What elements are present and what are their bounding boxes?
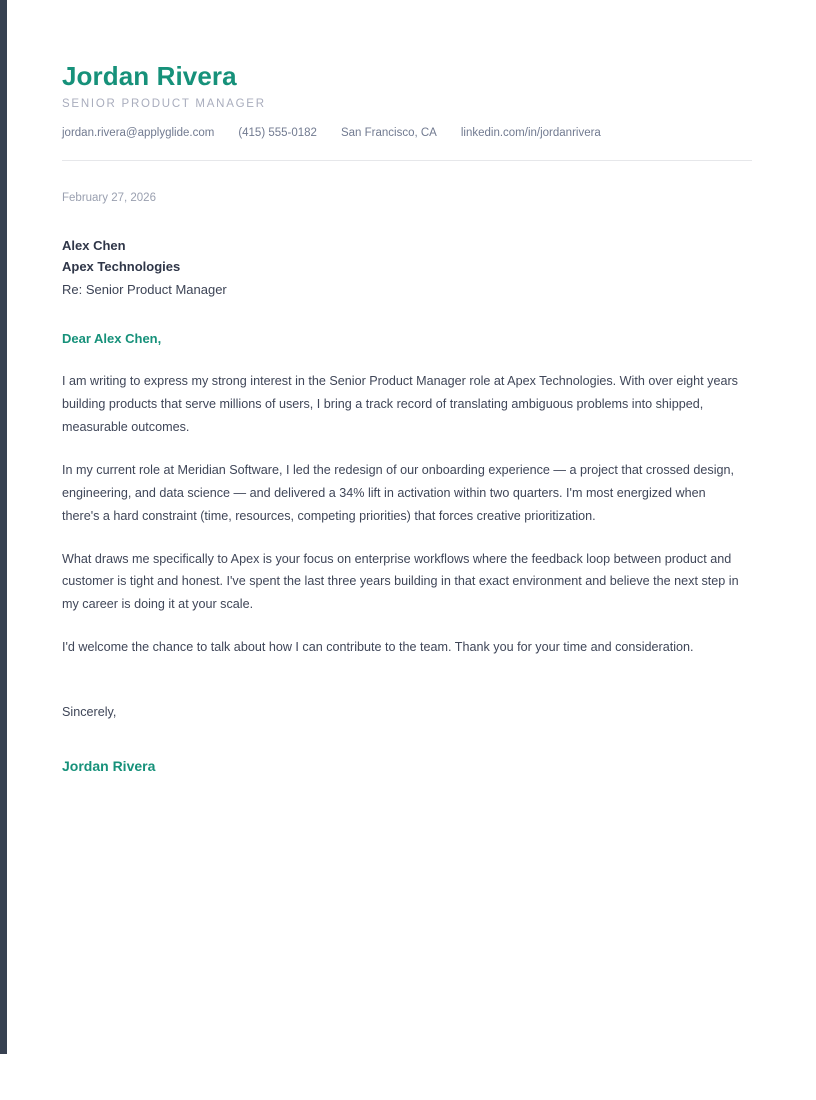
contact-linkedin[interactable]: linkedin.com/in/jordanrivera: [460, 126, 601, 139]
closing-salutation: Sincerely,: [62, 705, 117, 720]
letter-paragraph: What draws me specifically to Apex is your focus on enterprise workflows where the feedback loop between product and customer is tight and honest. I've spent the last three years building in that exact environment and believe the next step in my career is doing it at your scale.: [62, 551, 739, 612]
applicant-name: Jordan Rivera: [62, 61, 237, 91]
recipient-company: Apex Technologies: [62, 258, 181, 274]
recipient-name: Alex Chen: [62, 237, 126, 253]
letter-subject-line: Re: Senior Product Manager: [62, 281, 227, 297]
contact-email[interactable]: jordan.rivera@applyglide.com: [62, 126, 215, 139]
applicant-job-title: SENIOR PRODUCT MANAGER: [62, 98, 266, 111]
salutation: Dear Alex Chen,: [62, 330, 162, 346]
contact-phone[interactable]: (415) 555-0182: [238, 126, 317, 139]
contact-row: [62, 126, 752, 141]
header-divider: [62, 160, 752, 161]
letter-paragraph: I am writing to express my strong interest in the Senior Product Manager role at Apex Technologies. With over eight years building products that serve millions of users, I bring a track record of translating ambiguous problems into shipped, measurable outcomes.: [62, 374, 738, 434]
recipient-block: [62, 235, 752, 300]
contact-location: San Francisco, CA: [340, 126, 437, 139]
letter-date: February 27, 2026: [62, 191, 156, 204]
letterhead: [62, 56, 752, 141]
signature-name: Jordan Rivera: [62, 757, 156, 774]
letter-paragraph: In my current role at Meridian Software, I led the redesign of our onboarding experience — a project that crossed design, engineering, and data science — and delivered a 34% lift in activation within two quarters. I'm most energized when there's a hard constraint (time, resources, competing priorities) that forces creative prioritization.: [62, 462, 735, 523]
letter-paragraph: I'd welcome the chance to talk about how I can contribute to the team. Thank you for your time and consideration.: [62, 640, 694, 655]
